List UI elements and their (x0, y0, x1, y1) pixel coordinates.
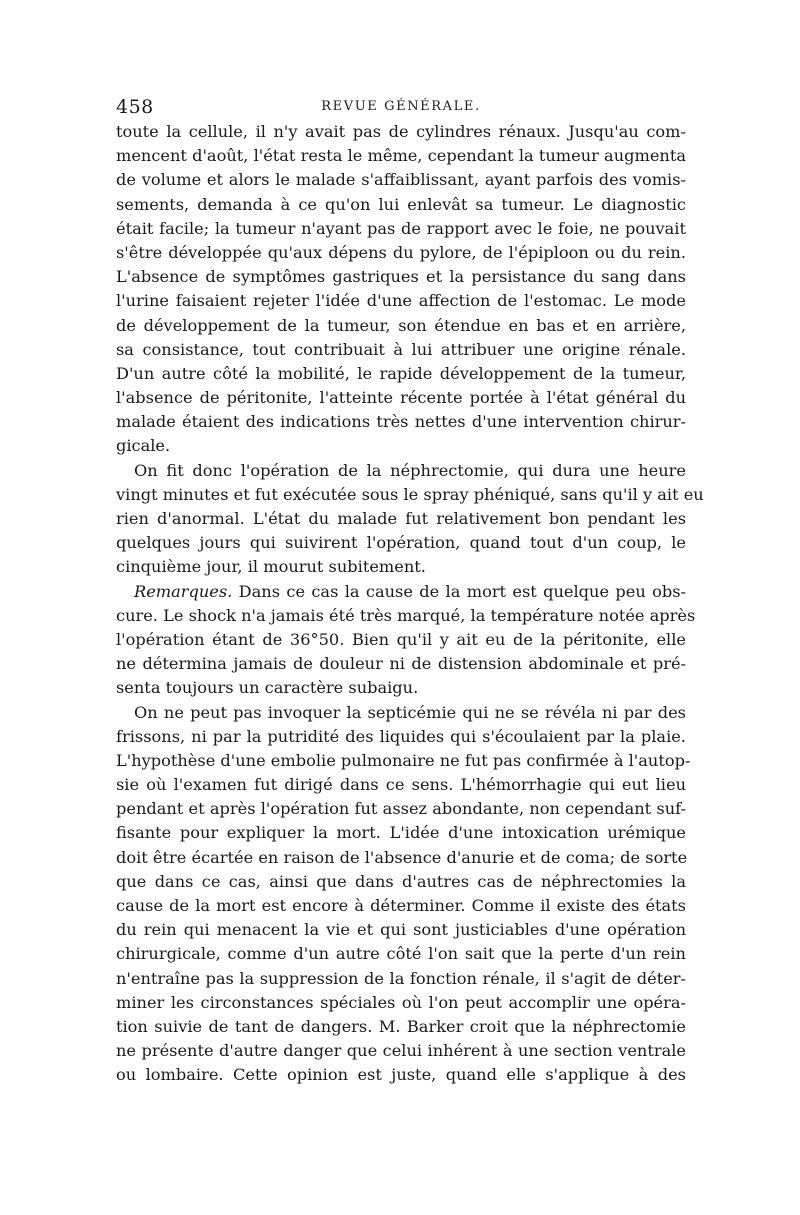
line-text: sements, demanda à ce qu'on lui enlevât sa tumeur. Le diagnostic (116, 194, 686, 214)
text-line (116, 580, 686, 604)
line-text: ne présente d'autre danger que celui inhérent à une section ventrale (116, 1041, 686, 1061)
text-line (116, 434, 686, 458)
text-line (116, 1039, 686, 1063)
line-text: toute la cellule, il n'y avait pas de cylindres rénaux. Jusqu'au com- (116, 122, 686, 141)
text-line (116, 555, 686, 579)
text-line (116, 483, 704, 507)
line-text: fisante pour expliquer la mort. L'idée d'une intoxication urémique (116, 823, 686, 843)
text-line (116, 362, 686, 386)
text-line (116, 870, 686, 894)
text-line (116, 314, 686, 338)
text-line (116, 725, 686, 749)
line-text: pendant et après l'opération fut assez abondante, non cependant suf- (116, 799, 686, 819)
text-line (116, 241, 686, 265)
line-text: tion suivie de tant de dangers. M. Barker croit que la néphrectomie (116, 1016, 686, 1036)
page-number: 458 (116, 96, 154, 118)
body-text (116, 120, 704, 1088)
text-line (116, 701, 686, 725)
line-text: malade étaient des indications très nettes d'une intervention chirur- (116, 412, 686, 432)
text-line (116, 991, 686, 1015)
text-line (116, 942, 686, 966)
text-line (116, 918, 686, 942)
line-text: frissons, ni par la putridité des liquides qui s'écoulaient par la plaie. (116, 726, 686, 746)
text-line (116, 386, 686, 410)
text-line (116, 894, 686, 918)
text-line (116, 1063, 686, 1087)
text-line (116, 338, 686, 362)
line-text: l'absence de péritonite, l'atteinte récente portée à l'état général du (116, 388, 686, 408)
line-text: de développement de la tumeur, son étendue en bas et en arrière, (116, 315, 686, 335)
text-line (116, 773, 686, 797)
line-text: ne détermina jamais de douleur ni de distension abdominale et pré- (116, 654, 686, 674)
italic-heading: Remarques. (134, 581, 233, 601)
text-line (116, 168, 686, 192)
line-text: senta toujours un caractère subaigu. (116, 678, 419, 698)
line-text: s'être développée qu'aux dépens du pylore, de l'épiploon ou du rein. (116, 242, 686, 262)
text-line (116, 193, 686, 217)
text-line (116, 410, 686, 434)
line-text: On fit donc l'opération de la néphrectomie, qui dura une heure (134, 460, 686, 480)
line-text: n'entraîne pas la suppression de la fonction rénale, il s'agit de déter- (116, 968, 686, 988)
line-text: ou lombaire. Cette opinion est juste, quand elle s'applique à des (116, 1065, 686, 1085)
line-text: que dans ce cas, ainsi que dans d'autres cas de néphrectomies la (116, 871, 686, 891)
text-line (116, 967, 686, 991)
line-text: rien d'anormal. L'état du malade fut relativement bon pendant les (116, 509, 686, 528)
line-text: doit être écartée en raison de l'absence d'anurie et de coma; de sorte (116, 847, 688, 867)
text-line (116, 265, 686, 289)
text-line (116, 459, 686, 483)
text-line (116, 604, 696, 628)
line-text: du rein qui menacent la vie et qui sont justiciables d'une opération (116, 920, 686, 940)
text-line (116, 144, 686, 168)
text-line (116, 289, 686, 313)
line-text: L'absence de symptômes gastriques et la persistance du sang dans (116, 267, 686, 287)
text-line (116, 652, 686, 676)
line-text: quelques jours qui suivirent l'opération, quand tout d'un coup, le (116, 533, 686, 553)
line-text: de volume et alors le malade s'affaiblissant, ayant parfois des vomis- (116, 170, 686, 190)
line-text: L'hypothèse d'une embolie pulmonaire ne fut pas confirmée à l'autop- (116, 750, 691, 770)
line-text: vingt minutes et fut exécutée sous le spray phéniqué, sans qu'il y ait eu (116, 484, 704, 504)
line-text: miner les circonstances spéciales où l'on peut accomplir une opéra- (116, 992, 686, 1012)
line-text: l'opération étant de 36°50. Bien qu'il y ait eu de la péritonite, elle (116, 629, 686, 649)
line-text: Dans ce cas la cause de la mort est quelque peu obs- (232, 581, 686, 601)
running-title: REVUE GÉNÉRALE. (321, 99, 481, 114)
line-text: chirurgicale, comme d'un autre côté l'on sait que la perte d'un rein (116, 944, 686, 964)
line-text: sie où l'examen fut dirigé dans ce sens. L'hémorrhagie qui eut lieu (116, 775, 686, 795)
line-text: mencent d'août, l'état resta le même, cependant la tumeur augmenta (116, 146, 686, 166)
text-line (116, 821, 686, 845)
page-header (116, 96, 686, 122)
line-text: sa consistance, tout contribuait à lui attribuer une origine rénale. (116, 339, 686, 359)
text-line (116, 1015, 686, 1039)
text-line (116, 676, 686, 700)
text-line (116, 749, 691, 773)
text-line (116, 531, 686, 555)
line-text: cure. Le shock n'a jamais été très marqué, la température notée après (116, 605, 696, 625)
text-line (116, 120, 686, 144)
line-text: était facile; la tumeur n'ayant pas de rapport avec le foie, ne pouvait (116, 218, 686, 238)
text-line (116, 628, 686, 652)
line-text: gicale. (116, 436, 171, 456)
line-text: D'un autre côté la mobilité, le rapide développement de la tumeur, (116, 363, 686, 383)
text-line (116, 507, 686, 531)
line-text: On ne peut pas invoquer la septicémie qui ne se révéla ni par des (134, 702, 686, 722)
line-text: cinquième jour, il mourut subitement. (116, 557, 426, 577)
text-line (116, 846, 686, 870)
line-text: l'urine faisaient rejeter l'idée d'une affection de l'estomac. Le mode (116, 291, 686, 311)
text-line (116, 797, 686, 821)
text-line (116, 217, 686, 241)
line-text: cause de la mort est encore à déterminer. Comme il existe des états (116, 896, 686, 915)
